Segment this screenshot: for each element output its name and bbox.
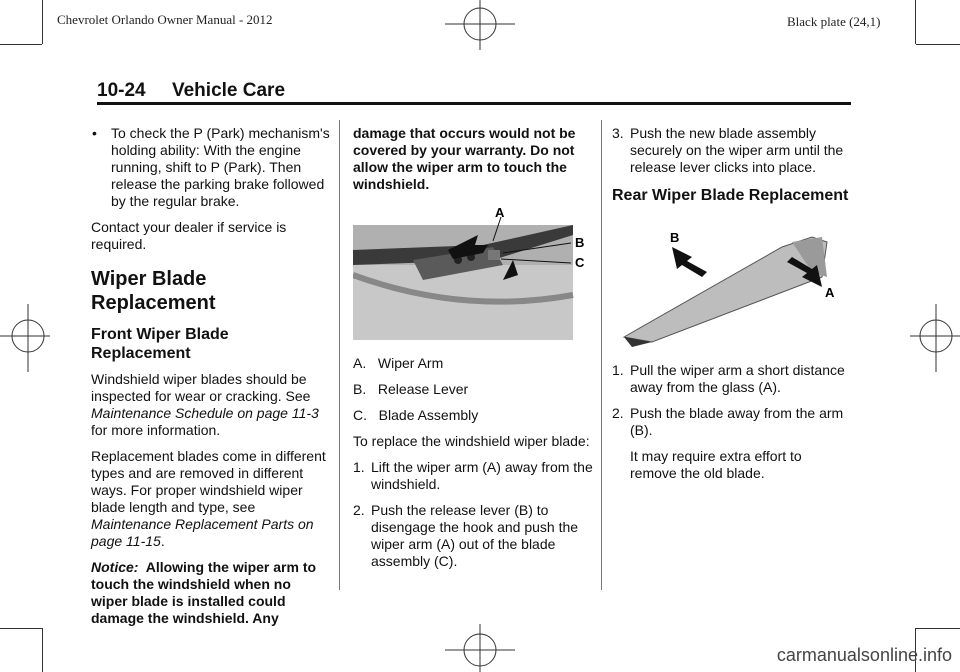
figure-label-a: A <box>825 285 835 300</box>
registration-mark-right <box>910 300 960 380</box>
legend-b: B. Release Lever <box>353 381 469 397</box>
crop-mark <box>916 44 960 45</box>
notice-label: Notice: <box>91 559 139 575</box>
list-item: 2. Push the release lever (B) to disengage the hook and push the wiper arm (A) out of the blade assembly (C). <box>353 502 579 569</box>
notice: Notice: Allowing the wiper arm to touch the windshield when no wiper blade is installed could damage the windshield. Any <box>91 559 320 626</box>
crop-mark <box>42 0 43 44</box>
watermark: carmanualsonline.info <box>776 645 952 665</box>
contact-text: Contact your dealer if service is required. <box>91 219 287 252</box>
figure-label-a: A <box>495 205 505 220</box>
legend-c: C. Blade Assembly <box>353 407 479 423</box>
bullet-text: To check the P (Park) mechanism's holding ability: With the engine running, shift to P (Park). Then release the parking brake followed by the regular brake. <box>111 125 330 209</box>
column-divider <box>339 120 340 590</box>
heading-wiper-blade-replacement: Wiper Blade Replacement <box>91 268 216 314</box>
list-item: 1. Lift the wiper arm (A) away from the windshield. <box>353 459 593 492</box>
column-divider <box>601 120 602 590</box>
registration-mark-top <box>440 0 520 50</box>
bullet-icon: • <box>92 125 97 141</box>
front-wiper-illustration <box>353 205 588 345</box>
column-2 <box>353 125 593 579</box>
intro-text: To replace the windshield wiper blade: <box>353 433 590 449</box>
note-text: It may require extra effort to remove the old blade. <box>630 448 802 481</box>
page-section-title: 10-24 Vehicle Care <box>97 80 286 101</box>
crop-mark <box>42 628 43 672</box>
figure-label-c: C <box>575 255 585 270</box>
column-3 <box>612 125 852 491</box>
crop-mark <box>0 44 42 45</box>
paragraph-replacement: Replacement blades come in different types and are removed in different ways. For proper windshield wiper blade length and type, see Maintenance Replacement Parts on page 11-15. <box>91 448 326 549</box>
bullet-item <box>91 125 331 210</box>
crop-mark <box>916 628 960 629</box>
rear-wiper-illustration <box>612 217 847 352</box>
legend-a: A. Wiper Arm <box>353 355 444 371</box>
list-item: 3. Push the new blade assembly securely on the wiper arm until the release lever clicks into place. <box>612 125 844 175</box>
heading-front-wiper: Front Wiper Blade Replacement <box>91 326 229 362</box>
notice-continued: damage that occurs would not be covered by your warranty. Do not allow the wiper arm to touch the windshield. <box>353 125 576 192</box>
heading-rear-wiper: Rear Wiper Blade Replacement <box>612 187 849 204</box>
link-maintenance-schedule[interactable]: Maintenance Schedule on page 11-3 <box>91 405 319 421</box>
link-replacement-parts[interactable]: Maintenance Replacement Parts on page 11-15 <box>91 516 314 549</box>
column-1 <box>91 125 331 636</box>
registration-mark-left <box>0 300 50 380</box>
figure-label-b: B <box>670 230 680 245</box>
list-item: 2. Push the blade away from the arm (B). <box>612 405 844 438</box>
manual-title: Chevrolet Orlando Owner Manual - 2012 <box>57 12 273 27</box>
crop-mark <box>915 0 916 44</box>
registration-mark-bottom <box>440 624 520 672</box>
crop-mark <box>0 628 42 629</box>
figure-label-b: B <box>575 235 585 250</box>
plate-label: Black plate (24,1) <box>787 14 881 29</box>
paragraph-inspect: Windshield wiper blades should be inspected for wear or cracking. See Maintenance Schedule on page 11-3 for more information. <box>91 371 319 438</box>
header-rule <box>97 102 851 105</box>
list-item: 1. Pull the wiper arm a short distance away from the glass (A). <box>612 362 845 395</box>
